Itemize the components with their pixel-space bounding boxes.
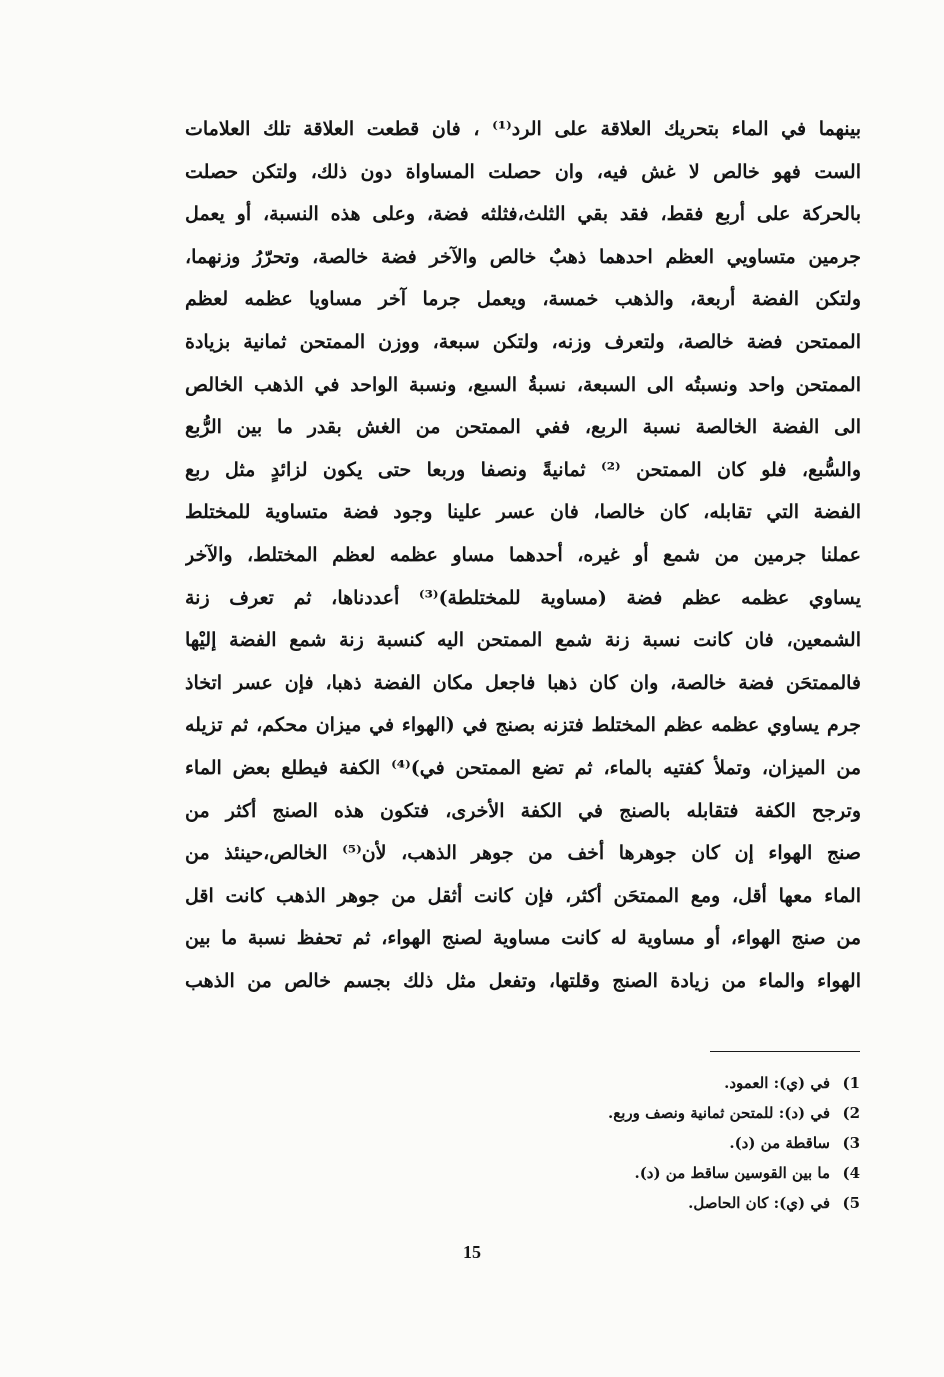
footnote-number: 5) [842,1194,860,1212]
body-line: الممتحن واحد ونسبتُه الى السبعة، نسبةُ السبع، ونسبة الواحد في الذهب الخالص [185,373,861,396]
body-line: فالممتحَن فضة خالصة، وان كان ذهبا فاجعل مكان الفضة ذهبا، فإن عسر اتخاذ [185,671,861,694]
body-line: الماء معها أقل، ومع الممتحَن أكثر، فإن كانت أثقل من جوهر الذهب كانت اقل [185,884,861,907]
body-line: الفضة التي تقابله، كان خالصا، فان عسر علينا وجود فضة متساوية للمختلط [185,501,861,524]
footnote [340,1068,860,1098]
body-line: يساوي عظمه عظم فضة (مساوية للمختلطة)⁽³⁾ أعددناها، ثم تعرف زنة [185,586,861,609]
body-line: الست فهو خالص لا غش فيه، وان حصلت المساواة دون ذلك، ولتكن حصلت [185,160,861,183]
footnote-text: في (ي): كان الحاصل. [688,1194,830,1212]
page-number: 15 [463,1242,481,1262]
body-line: عملنا جرمين من شمع أو غيره، أحدهما مساو عظمه لعظم المختلط، والآخر [185,543,861,566]
footnote-number: 4) [842,1164,860,1182]
body-line: جرمين متساويي العظم احدهما ذهبٌ خالص والآخر فضة خالصة، وتحرّرُ وزنهما، [185,245,861,268]
body-line: والسُّبع، فلو كان الممتحن ⁽²⁾ ثمانيةً ونصفا وربعا حتى يكون لزائدٍ مثل ربع [185,458,861,481]
body-text [185,108,861,1002]
footnote-number: 1) [842,1074,860,1092]
body-line: الى الفضة الخالصة نسبة الربع، ففي الممتحن من الغش بقدر ما بين الرُّبع [185,416,861,439]
footnote-text: ما بين القوسين ساقط من (د). [634,1164,830,1182]
footnote-number: 2) [842,1104,860,1122]
footnote-text: ساقطة من (د). [729,1134,830,1152]
footnote [340,1158,860,1188]
body-line: من صنج الهواء، أو مساوية له كانت مساوية لصنج الهواء، ثم تحفظ نسبة ما بين [185,927,861,950]
body-line: الممتحن فضة خالصة، ولتعرف وزنه، ولتكن سبعة، ووزن الممتحن ثمانية بزيادة [185,330,861,353]
body-line: جرم يساوي عظمه عظم المختلط فتزنه بصنج في (الهواء في ميزان محكم، ثم تزيله [185,714,861,737]
footnote-text: في (د): للمتحن ثمانية ونصف وربع. [607,1104,830,1122]
footnote [340,1098,860,1128]
body-line: الهواء والماء من زيادة الصنج وقلتها، وتفعل مثل ذلك بجسم خالص من الذهب [185,969,861,992]
body-line: وترجح الكفة فتقابله بالصنج في الكفة الأخرى، فتكون هذه الصنج أكثر من [185,799,861,822]
footnote-number: 3) [842,1134,860,1152]
footnote [340,1128,860,1158]
footnote-separator [710,1051,860,1052]
body-line: بالحركة على أربع فقط، فقد بقي الثلث،فثلثه فضة، وعلى هذه النسبة، أو يعمل [185,203,861,226]
body-line: بينهما في الماء بتحريك العلاقة على الرد⁽¹⁾ ، فان قطعت العلاقة تلك العلامات [185,118,861,140]
body-line: من الميزان، وتملأ كفتيه بالماء، ثم تضع الممتحن في)⁽⁴⁾ الكفة فيطلع بعض الماء [185,756,861,779]
footnotes [340,1068,860,1218]
footnote [340,1188,860,1218]
body-line: ولتكن الفضة أربعة، والذهب خمسة، ويعمل جرما آخر مساويا عظمه لعظم [185,288,861,311]
footnote-text: في (ي): العمود. [724,1074,830,1092]
body-line: صنج الهواء إن كان جوهرها أخف من جوهر الذهب، لأن⁽⁵⁾ الخالص،حينئذ من [185,842,861,865]
body-line: الشمعين، فان كانت نسبة زنة شمع الممتحن اليه كنسبة زنة شمع الفضة إليْها [185,629,861,652]
